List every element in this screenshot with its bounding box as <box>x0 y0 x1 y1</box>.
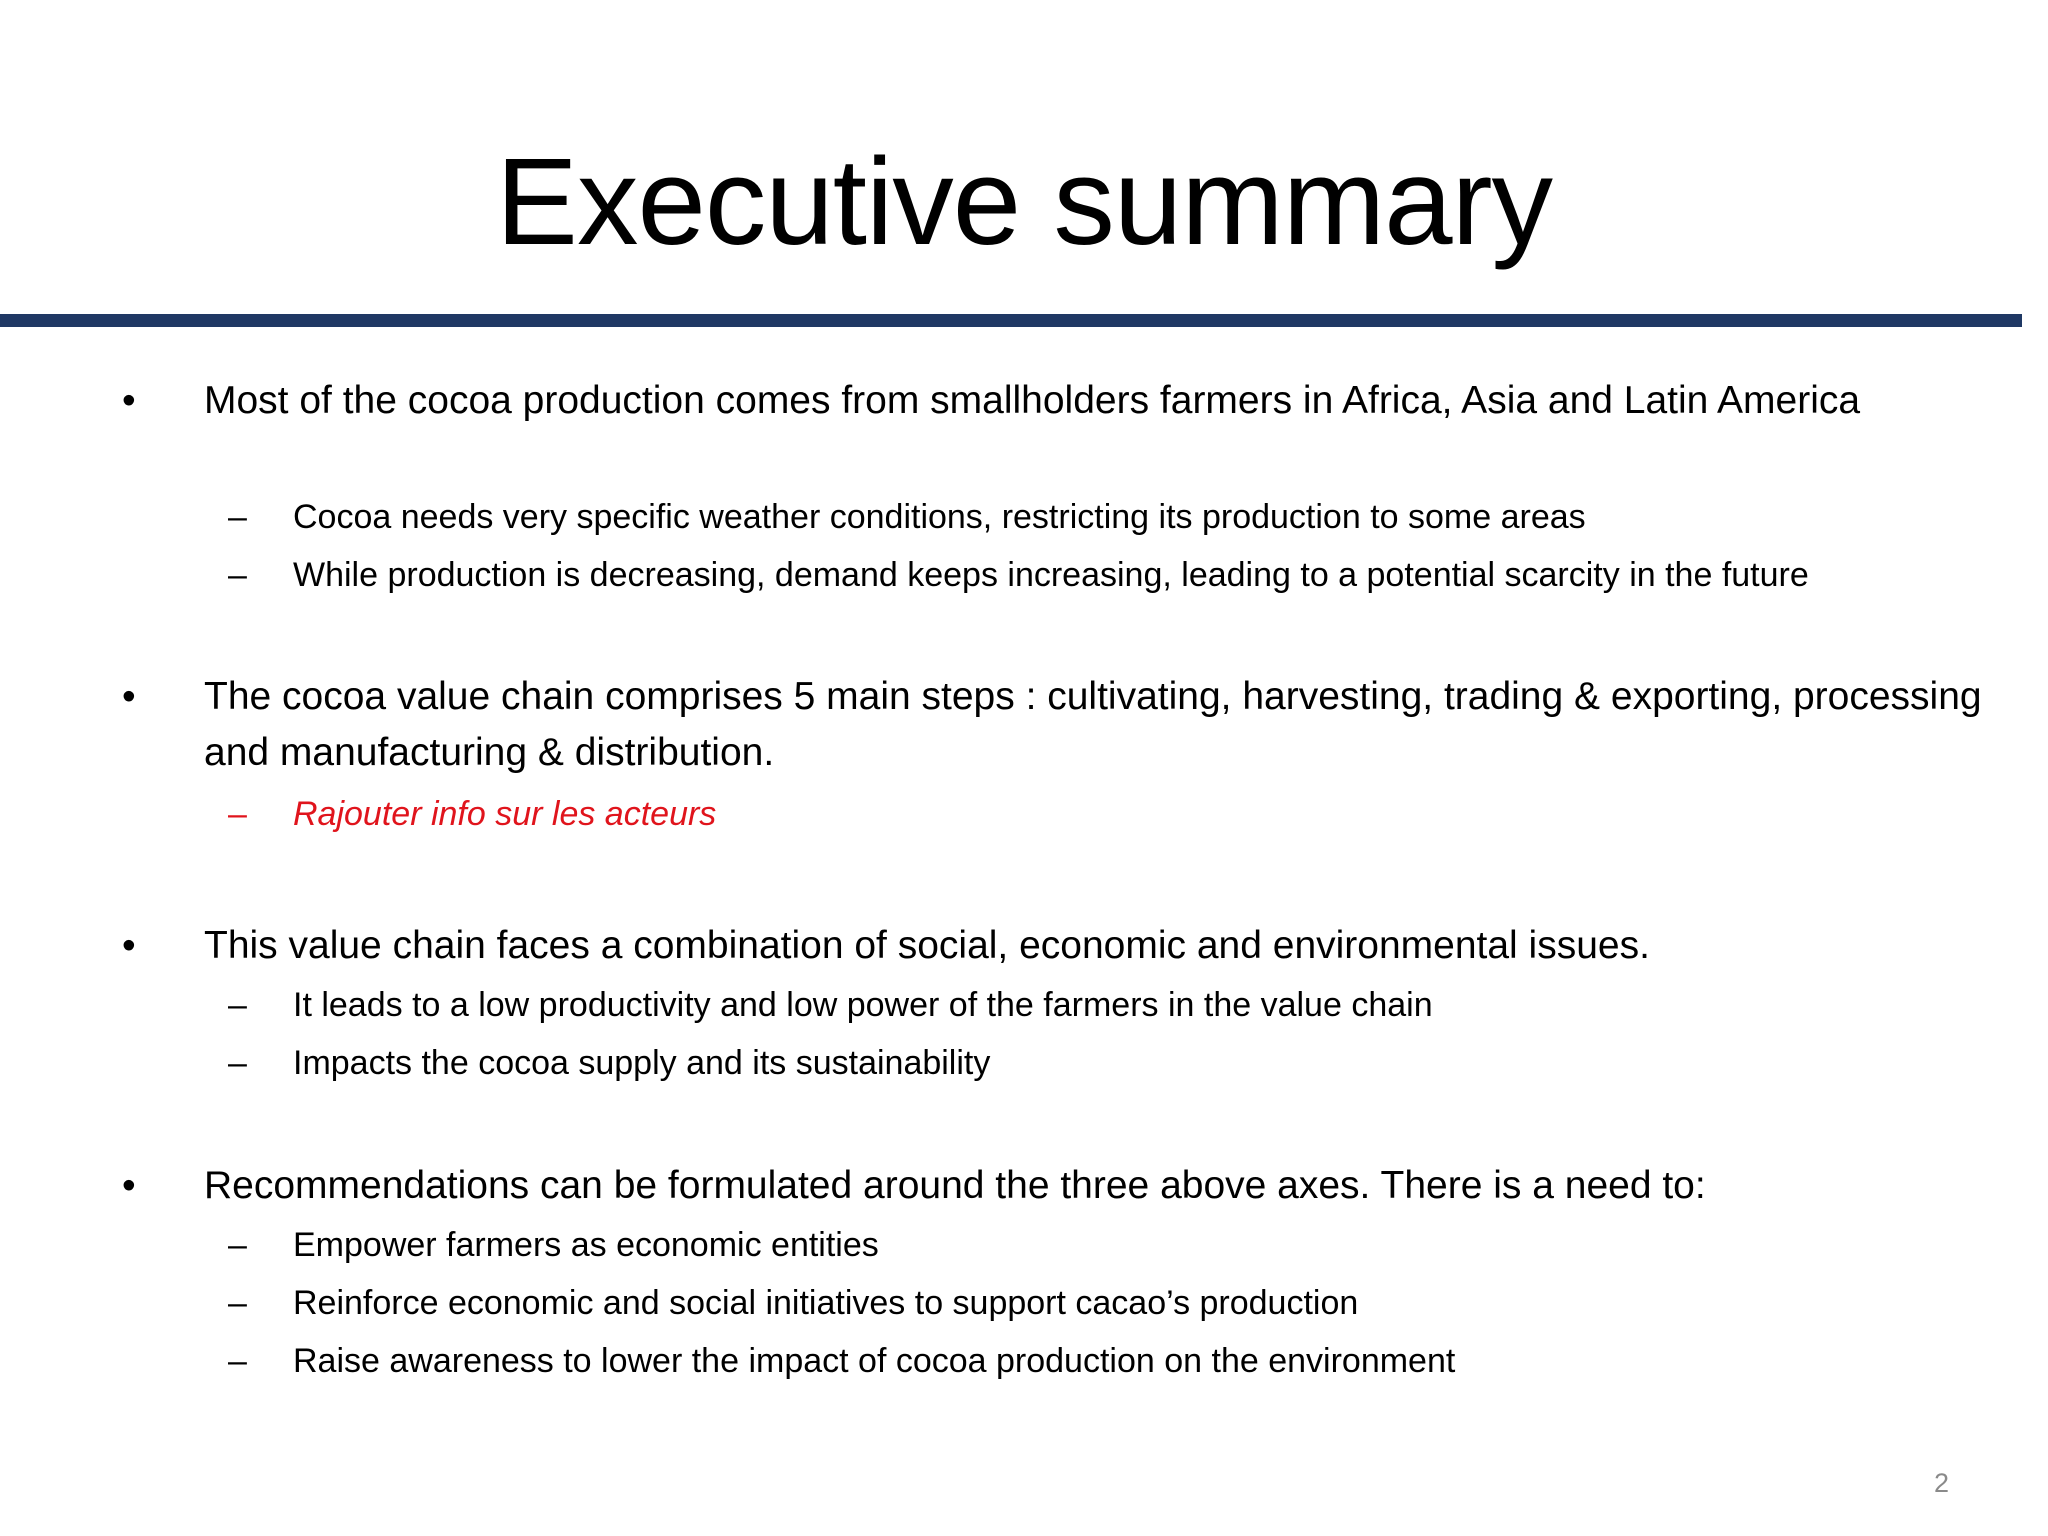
sub-bullet-text: Raise awareness to lower the impact of cocoa production on the environment <box>293 1342 1456 1380</box>
sub-bullet-text: While production is decreasing, demand keeps increasing, leading to a potential scarcity in the future <box>293 556 1809 594</box>
dash-icon: – <box>228 795 247 833</box>
dash-icon: – <box>228 1284 247 1322</box>
dash-icon: – <box>228 1342 247 1380</box>
bullet-text: This value chain faces a combination of social, economic and environmental issues. <box>204 924 1650 967</box>
title-divider <box>0 314 2022 327</box>
sub-bullet-text: Cocoa needs very specific weather conditions, restricting its production to some areas <box>293 498 1586 536</box>
page-number: 2 <box>1933 1468 1949 1498</box>
sub-bullet-text: Impacts the cocoa supply and its sustainability <box>293 1044 991 1082</box>
dash-icon: – <box>228 1226 247 1264</box>
sub-bullet-text: Empower farmers as economic entities <box>293 1226 879 1264</box>
bullet-text: The cocoa value chain comprises 5 main steps : cultivating, harvesting, trading & exporting, processing and manufacturing & distribution. <box>204 675 1982 774</box>
dash-icon: – <box>228 498 247 536</box>
bullet-icon: • <box>122 379 136 422</box>
dash-icon: – <box>228 986 247 1024</box>
dash-icon: – <box>228 556 247 594</box>
bullet-text: Recommendations can be formulated around the three above axes. There is a need to: <box>204 1164 1706 1207</box>
slide-title: Executive summary <box>495 134 1553 271</box>
bullet-text: Most of the cocoa production comes from smallholders farmers in Africa, Asia and Latin America <box>204 379 1861 422</box>
bullet-icon: • <box>122 675 136 718</box>
bullet-icon: • <box>122 924 136 967</box>
sub-bullet-text-note: Rajouter info sur les acteurs <box>293 795 717 833</box>
sub-bullet-text: It leads to a low productivity and low power of the farmers in the value chain <box>293 986 1433 1024</box>
sub-bullet-text: Reinforce economic and social initiatives to support cacao’s production <box>293 1284 1359 1322</box>
dash-icon: – <box>228 1044 247 1082</box>
bullet-icon: • <box>122 1164 136 1207</box>
